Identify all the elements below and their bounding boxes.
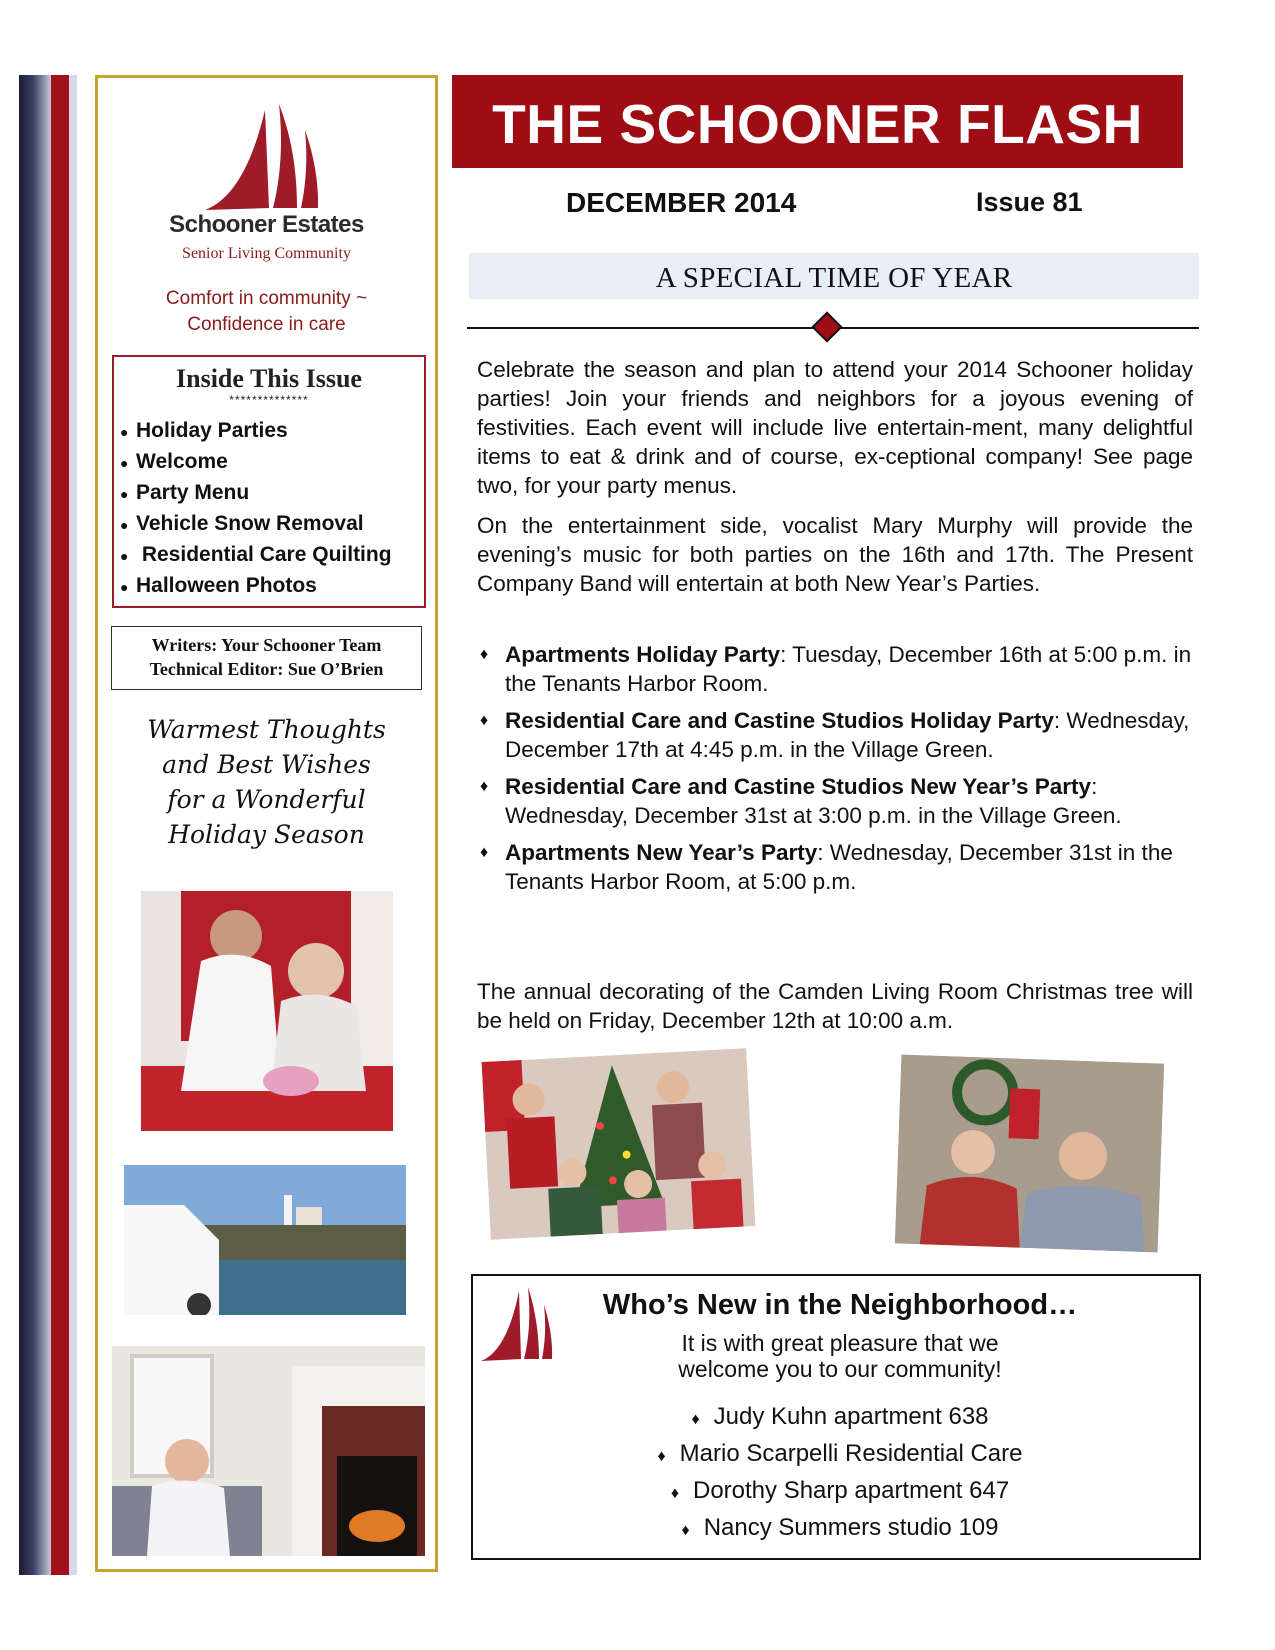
resident-name: Judy Kuhn apartment 638 xyxy=(713,1403,989,1430)
event-item xyxy=(477,706,1193,764)
event-detail: : Wednesday, December 31st at 3:00 p.m. in the Village Green. xyxy=(505,774,1122,828)
diamond-bullet-icon: ♦ xyxy=(480,712,489,729)
photo-lighthouse-van xyxy=(124,1165,406,1315)
bullet-icon: ● xyxy=(120,548,129,564)
decorative-stripe-light xyxy=(69,75,77,1575)
toc-item-label: Holiday Parties xyxy=(136,419,288,442)
diamond-ornament-icon xyxy=(811,311,842,342)
wishes-line: Holiday Season xyxy=(168,820,365,849)
event-detail: : Tuesday, December 16th at 5:00 p.m. in the Tenants Harbor Room. xyxy=(505,642,1192,696)
event-name: Residential Care and Castine Studios Holiday Party xyxy=(505,708,1054,733)
event-detail: : Wednesday, December 31st in the Tenants Harbor Room, at 5:00 p.m. xyxy=(505,840,1173,894)
photo-residents-christmas-tree xyxy=(482,1048,756,1240)
diamond-bullet-icon: ♦ xyxy=(657,1448,666,1465)
diamond-bullet-icon: ♦ xyxy=(480,778,489,795)
section-title: A SPECIAL TIME OF YEAR xyxy=(655,262,1013,294)
brand-subtitle: Senior Living Community xyxy=(182,245,351,262)
toc-item-label: Residential Care Quilting xyxy=(136,543,392,566)
issue-date: DECEMBER 2014 xyxy=(566,187,797,218)
whos-new-title: Who’s New in the Neighborhood… xyxy=(602,1289,1078,1321)
toc-item xyxy=(120,447,420,478)
event-item xyxy=(477,838,1193,896)
schooner-sails-small-logo xyxy=(481,1285,553,1363)
issue-number: Issue 81 xyxy=(976,187,1083,217)
event-name: Apartments Holiday Party xyxy=(505,642,781,667)
resident-name: Mario Scarpelli Residential Care xyxy=(679,1440,1023,1467)
credits-box xyxy=(111,626,422,690)
bullet-icon: ● xyxy=(120,486,129,502)
resident-name: Dorothy Sharp apartment 647 xyxy=(692,1477,1010,1504)
subtitle-line: welcome you to our community! xyxy=(678,1356,1002,1382)
holiday-wishes xyxy=(95,712,438,852)
wishes-line: and Best Wishes xyxy=(162,750,371,779)
subtitle-line: It is with great pleasure that we xyxy=(681,1330,999,1356)
bullet-icon: ● xyxy=(120,517,129,533)
event-item xyxy=(477,772,1193,830)
decorative-stripe-red xyxy=(51,75,69,1575)
toc-item-label: Welcome xyxy=(136,450,228,473)
photo-staff-and-resident xyxy=(141,891,393,1131)
brand-name: Schooner Estates xyxy=(169,211,364,238)
event-name: Apartments New Year’s Party xyxy=(505,840,818,865)
diamond-bullet-icon: ♦ xyxy=(480,844,489,861)
article-paragraph: The annual decorating of the Camden Living Room Christmas tree will be held on Friday, December 12th at 10:00 a.m. xyxy=(477,979,1193,1033)
wishes-line: for a Wonderful xyxy=(167,785,366,814)
event-item xyxy=(477,640,1193,698)
toc-item xyxy=(120,509,420,540)
new-residents-list xyxy=(560,1400,1120,1548)
bullet-icon: ● xyxy=(120,579,129,595)
tagline-line: Comfort in community ~ xyxy=(165,288,368,309)
photo-residents-wreath xyxy=(895,1054,1164,1252)
toc-item-label: Vehicle Snow Removal xyxy=(136,512,364,535)
event-detail: : Wednesday, December 17th at 4:45 p.m. in the Village Green. xyxy=(505,708,1190,762)
article-paragraph: On the entertainment side, vocalist Mary Murphy will provide the evening’s music for both parties on the 16th and 17th. The Present Company Band will entertain at both New Year’s Parties. xyxy=(477,513,1193,596)
toc-item xyxy=(120,416,420,447)
event-list xyxy=(477,640,1193,904)
tagline-line: Confidence in care xyxy=(187,314,346,335)
toc-item xyxy=(120,478,420,509)
diamond-bullet-icon: ♦ xyxy=(480,646,489,663)
tagline xyxy=(95,286,438,338)
toc-list xyxy=(120,416,420,602)
newsletter-title: THE SCHOONER FLASH xyxy=(492,93,1143,155)
toc-item xyxy=(120,540,420,571)
bullet-icon: ● xyxy=(120,455,129,471)
diamond-bullet-icon: ♦ xyxy=(691,1411,700,1428)
toc-stars: ************** xyxy=(229,393,309,407)
event-name: Residential Care and Castine Studios New Year’s Party xyxy=(505,774,1092,799)
new-resident-item xyxy=(560,1437,1120,1474)
editor-credit: Technical Editor: Sue O’Brien xyxy=(149,659,384,679)
decorative-stripe-navy xyxy=(19,75,51,1575)
article-paragraph: Celebrate the season and plan to attend your 2014 Schooner holiday parties! Join your friends and neighbors for a joyous evening of festivities. Each event will include live entertain-ment, many delightful items to eat & drink and of course, ex-ceptional company! See page two, for your party menus. xyxy=(477,357,1193,498)
toc-item xyxy=(120,571,420,602)
new-resident-item xyxy=(560,1474,1120,1511)
toc-item-label: Halloween Photos xyxy=(136,574,317,597)
photo-resident-fireplace xyxy=(112,1346,425,1556)
diamond-bullet-icon: ♦ xyxy=(681,1522,690,1539)
toc-item-label: Party Menu xyxy=(136,481,250,504)
writers-credit: Writers: Your Schooner Team xyxy=(151,635,382,655)
resident-name: Nancy Summers studio 109 xyxy=(703,1514,999,1541)
new-resident-item xyxy=(560,1400,1120,1437)
new-resident-item xyxy=(560,1511,1120,1548)
wishes-line: Warmest Thoughts xyxy=(147,715,386,744)
bullet-icon: ● xyxy=(120,424,129,440)
toc-title: Inside This Issue xyxy=(176,364,362,393)
diamond-bullet-icon: ♦ xyxy=(670,1485,679,1502)
schooner-sails-logo xyxy=(205,100,325,212)
whos-new-subtitle xyxy=(560,1330,1120,1382)
